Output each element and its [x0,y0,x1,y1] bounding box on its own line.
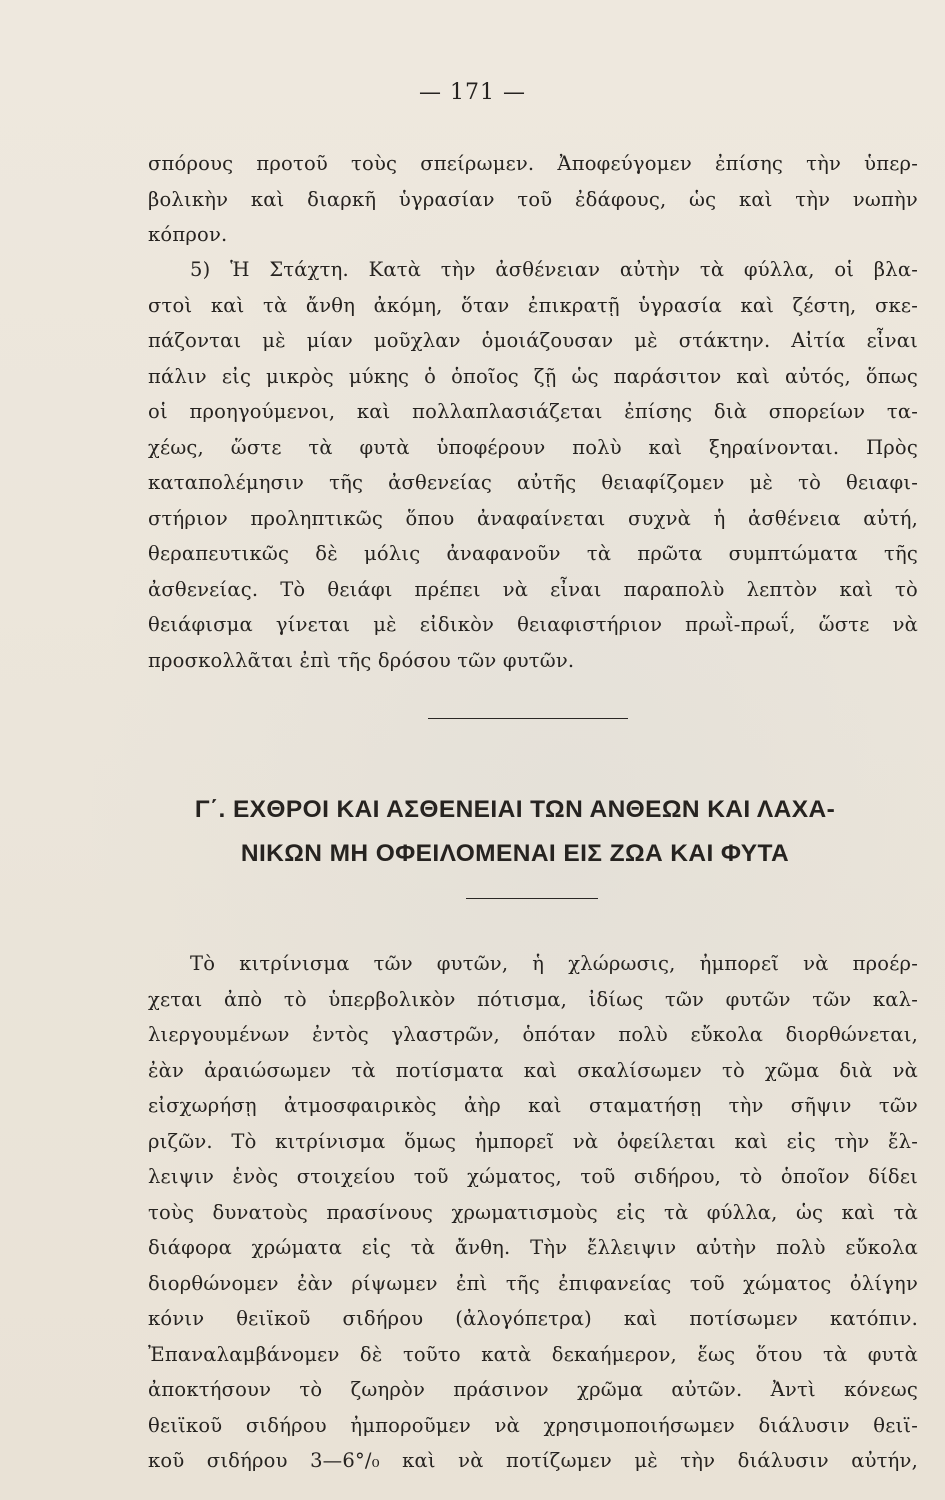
text-line: Τὸ κιτρίνισμα τῶν φυτῶν, ἡ χλώρωσις, ἠμπορεῖ νὰ προέρ- [190,952,918,975]
text-line: ἐὰν ἀραιώσωμεν τὰ ποτίσματα καὶ σκαλίσωμεν τὸ χῶμα διὰ νὰ [148,1058,918,1082]
heading-line: ΝΙΚΩΝ ΜΗ ΟΦΕΙΛΟΜΕΝΑΙ ΕΙΣ ΖΩΑ ΚΑΙ ΦΥΤΑ [240,840,790,867]
text-line: κόπρον. [148,223,228,246]
text-line: προσκολλᾶται ἐπὶ τῆς δρόσου τῶν φυτῶν. [148,648,575,672]
text-line: κόνιν θειϊκοῦ σιδήρου (ἀλογόπετρα) καὶ ποτίσωμεν κατόπιν. [148,1307,918,1330]
text-line: θειάφισμα γίνεται μὲ εἰδικὸν θειαφιστήριον πρωῒ-πρωΐ, ὥστε νὰ [148,613,918,636]
text-line: θειϊκοῦ σιδήρου ἠμποροῦμεν νὰ χρησιμοποιήσωμεν διάλυσιν θειϊ- [148,1413,918,1437]
text-line: λειψιν ἑνὸς στοιχείου τοῦ χώματος, τοῦ σιδήρου, τὸ ὁποῖον δίδει [148,1165,918,1188]
text-line: χέως, ὥστε τὰ φυτὰ ὑποφέρουν πολὺ καὶ ξηραίνονται. Πρὸς [148,435,918,459]
text-line: οἱ προηγούμενοι, καὶ πολλαπλασιάζεται ἐπίσης διὰ σπορείων τα- [148,400,918,423]
section-divider-bottom [466,898,598,899]
text-line: διορθώνομεν ἐὰν ρίψωμεν ἐπὶ τῆς ἐπιφανείας τοῦ χώματος ὀλίγην [148,1271,918,1295]
text-line: εἰσχωρήσῃ ἀτμοσφαιρικὸς ἀὴρ καὶ σταματήσῃ τὴν σῆψιν τῶν [148,1094,918,1117]
text-line: στοὶ καὶ τὰ ἄνθη ἀκόμη, ὅταν ἐπικρατῇ ὑγρασία καὶ ζέστη, σκε- [148,293,918,317]
paragraph-continuation [148,146,918,253]
text-line: 5) Ἡ Στάχτη. Κατὰ τὴν ἀσθένειαν αὐτὴν τὰ φύλλα, οἱ βλα- [190,258,918,281]
paragraph-chlorosis [148,946,918,1479]
text-line: λιεργουμένων ἐντὸς γλαστρῶν, ὁπόταν πολὺ εὔκολα διορθώνεται, [148,1023,918,1046]
text-line: κοῦ σιδήρου 3—6°/₀ καὶ νὰ ποτίζωμεν μὲ τὴν διάλυσιν αὐτήν, [148,1449,918,1472]
section-heading [100,788,930,876]
section-divider-top [428,718,628,719]
text-line: καταπολέμησιν τῆς ἀσθενείας αὐτῆς θειαφίζομεν μὲ τὸ θειαφι- [148,471,918,494]
text-line: διάφορα χρώματα εἰς τὰ ἄνθη. Τὴν ἔλλειψιν αὐτὴν πολὺ εὔκολα [148,1236,918,1259]
heading-line: Γ΄. ΕΧΘΡΟΙ ΚΑΙ ΑΣΘΕΝΕΙΑΙ ΤΩΝ ΑΝΘΕΩΝ ΚΑΙ ΛΑΧΑ- [194,796,836,823]
text-line: πάζονται μὲ μίαν μοῦχλαν ὁμοιάζουσαν μὲ στάκτην. Αἰτία εἶναι [148,329,918,352]
text-line: στήριον προληπτικῶς ὅπου ἀναφαίνεται συχνὰ ἡ ἀσθένεια αὐτή, [148,506,918,530]
text-line: πάλιν εἰς μικρὸς μύκης ὁ ὁποῖος ζῇ ὡς παράσιτον καὶ αὐτός, ὅπως [148,364,918,388]
text-line: σπόρους προτοῦ τοὺς σπείρωμεν. Ἀποφεύγομεν ἐπίσης τὴν ὑπερ- [148,152,918,175]
text-line: χεται ἀπὸ τὸ ὑπερβολικὸν πότισμα, ἰδίως τῶν φυτῶν τῶν καλ- [148,987,918,1011]
text-line: θεραπευτικῶς δὲ μόλις ἀναφανοῦν τὰ πρῶτα συμπτώματα τῆς [148,542,918,565]
text-line: τοὺς δυνατοὺς πρασίνους χρωματισμοὺς εἰς τὰ φύλλα, ὡς καὶ τὰ [148,1200,918,1224]
text-line: ἀσθενείας. Τὸ θειάφι πρέπει νὰ εἶναι παραπολὺ λεπτὸν καὶ τὸ [148,577,918,601]
paragraph-stachti [148,252,918,678]
text-line: ἀποκτήσουν τὸ ζωηρὸν πράσινον χρῶμα αὐτῶν. Ἀντὶ κόνεως [148,1378,918,1401]
text-line: Ἐπαναλαμβάνομεν δὲ τοῦτο κατὰ δεκαήμερον, ἕως ὅτου τὰ φυτὰ [148,1342,918,1366]
text-line: ριζῶν. Τὸ κιτρίνισμα ὅμως ἠμπορεῖ νὰ ὀφείλεται καὶ εἰς τὴν ἔλ- [148,1129,918,1153]
text-line: βολικὴν καὶ διαρκῆ ὑγρασίαν τοῦ ἐδάφους, ὡς καὶ τὴν νωπὴν [148,187,918,211]
page-number: — 171 — [419,80,526,105]
